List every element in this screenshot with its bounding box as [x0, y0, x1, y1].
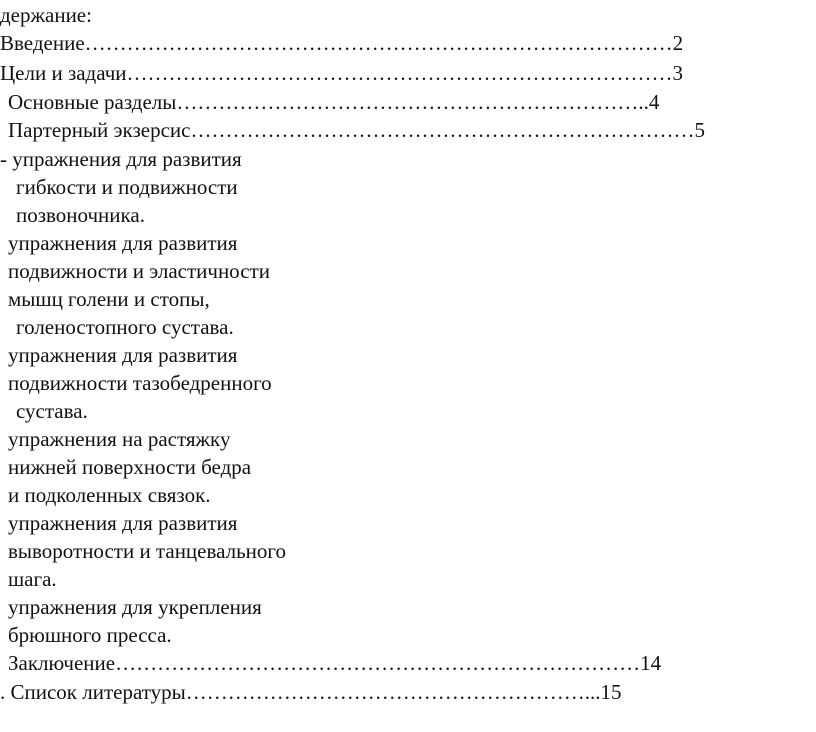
exercise-line: голеностопного сустава. — [16, 315, 234, 339]
toc-heading: держание: — [0, 3, 92, 27]
exercise-line: подвижности тазобедренного — [8, 371, 272, 395]
exercise-line: позвоночника. — [16, 203, 145, 227]
exercise-line: подвижности и эластичности — [8, 259, 270, 283]
toc-entry-goals: Цели и задачи……………………………………………………………………3 — [0, 61, 684, 85]
exercise-line: упражнения на растяжку — [8, 427, 231, 451]
exercise-line: брюшного пресса. — [8, 623, 172, 647]
toc-entry-conclusion: Заключение…………………………………………………………………14 — [8, 651, 662, 675]
exercise-line: упражнения для развития — [8, 343, 238, 367]
exercise-line: нижней поверхности бедра — [8, 455, 252, 479]
exercise-line: гибкости и подвижности — [16, 175, 238, 199]
exercise-line: шага. — [8, 567, 57, 591]
toc-entry-floor-exercises: Партерный экзерсис………………………………………………………………5 — [8, 118, 705, 142]
exercise-line: сустава. — [16, 399, 88, 423]
exercise-line: выворотности и танцевального — [8, 539, 287, 563]
toc-entry-intro: Введение…………………………………………………………………………2 — [0, 31, 684, 55]
exercise-line: упражнения для укрепления — [8, 595, 262, 619]
toc-entry-sections: Основные разделы…………………………………………………………..4 — [8, 90, 660, 114]
exercise-line: мышц голени и стопы, — [8, 287, 210, 311]
exercise-line: упражнения для развития — [8, 511, 238, 535]
exercise-line: - упражнения для развития — [0, 147, 242, 171]
toc-entry-references: . Список литературы…………………………………………………...15 — [0, 680, 622, 704]
exercise-line: и подколенных связок. — [8, 483, 211, 507]
exercise-line: упражнения для развития — [8, 231, 238, 255]
